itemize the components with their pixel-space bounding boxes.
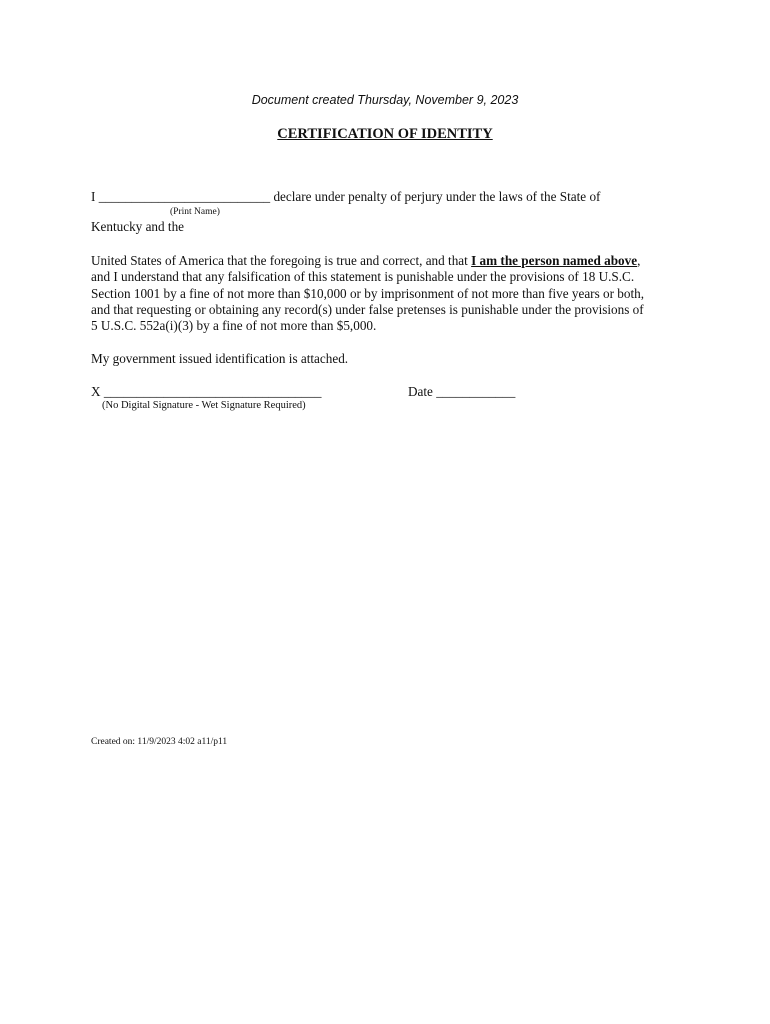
declaration-line-2: Kentucky and the (91, 219, 185, 234)
signature-blank[interactable]: _________________________________ (103, 384, 322, 399)
print-name-blank[interactable]: __________________________ (98, 189, 271, 204)
document-title: CERTIFICATION OF IDENTITY (277, 126, 493, 142)
declaration-line (91, 189, 600, 205)
paragraph-line-1-text: United States of America that the foregoing is true and correct, and that (91, 253, 468, 268)
identification-attached-text: My government issued identification is attached. (91, 351, 349, 366)
signature-prefix: X (91, 384, 101, 399)
created-on-footer: Created on: 11/9/2023 4:02 a11/p11 (91, 737, 228, 747)
print-name-label: (Print Name) (170, 207, 220, 217)
paragraph-line-1-end: , (637, 253, 641, 268)
signature-note: (No Digital Signature - Wet Signature Required) (102, 400, 306, 411)
declaration-prefix: I (91, 189, 96, 204)
paragraph-line-3: Section 1001 by a fine of not more than $10,000 or by imprisonment of not more than five years or both, (91, 285, 645, 301)
paragraph-line-4: and that requesting or obtaining any record(s) under false pretenses is punishable under the provisions of (91, 301, 644, 317)
paragraph-line-1 (91, 253, 691, 269)
document-created-line: Document created Thursday, November 9, 2023 (251, 93, 519, 107)
date-blank[interactable]: ____________ (436, 384, 516, 399)
paragraph-line-5: 5 U.S.C. 552a(i)(3) by a fine of not more than $5,000. (91, 318, 377, 334)
signature-line (91, 384, 321, 400)
declaration-suffix: declare under penalty of perjury under the laws of the State of (273, 189, 601, 204)
date-label: Date (408, 384, 433, 399)
certification-paragraph (91, 253, 691, 334)
date-line (408, 384, 515, 400)
paragraph-line-2: and I understand that any falsification of this statement is punishable under the provisions of 18 U.S.C. (91, 269, 635, 285)
person-named-emphasis: I am the person named above (471, 253, 638, 268)
